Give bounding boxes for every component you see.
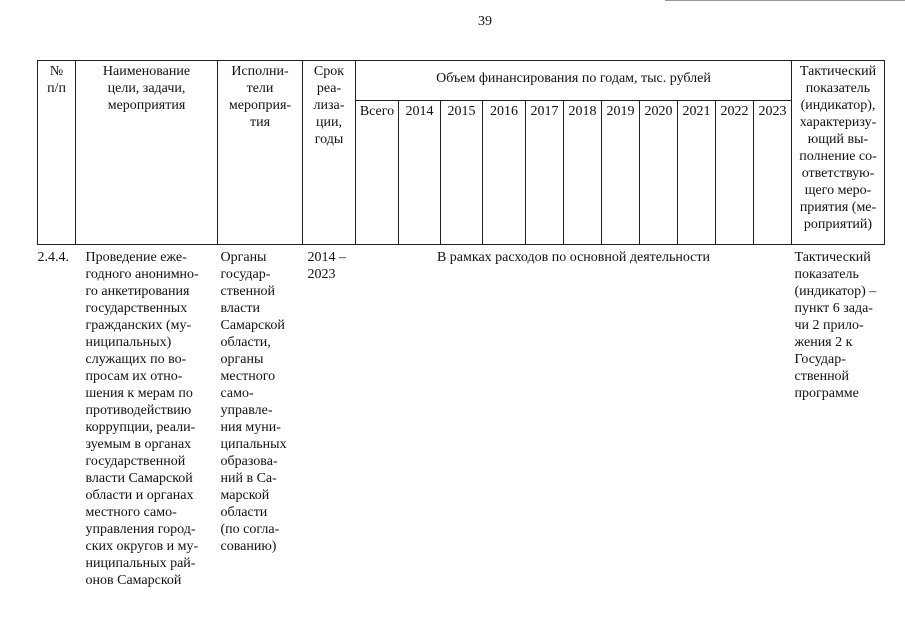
- indicator-line: показатель: [794, 267, 859, 282]
- activity-name-line: противодействию: [85, 403, 192, 418]
- executor-line: образова-: [220, 454, 278, 469]
- executor-line: области,: [220, 335, 271, 350]
- year-column-2019: 2019: [602, 101, 640, 245]
- activity-name-line: коррупции, реали-: [85, 420, 196, 435]
- executor-line: местного: [220, 369, 276, 384]
- executor-line: органы: [220, 352, 264, 367]
- activity-name-line: служащих по во-: [85, 352, 187, 367]
- header-term-line: лиза-: [313, 98, 345, 113]
- term-line: 2023: [307, 267, 336, 282]
- header-indicator-line: Тактический: [799, 64, 877, 79]
- indicator-line: чи 2 прило-: [794, 318, 864, 333]
- year-column-2018: 2018: [564, 101, 602, 245]
- activity-name-line: государственных: [85, 301, 188, 316]
- activity-name-line: го анкетирования: [85, 284, 190, 299]
- activity-name-line: зуемым в органах: [85, 437, 192, 452]
- header-indicator-line: приятия (ме-: [799, 200, 877, 215]
- row-executors: [218, 245, 303, 590]
- activity-name-line: Проведение еже-: [85, 250, 187, 265]
- activity-name-line: годного анонимно-: [85, 267, 199, 282]
- header-name-line: Наименование: [102, 64, 191, 79]
- year-column-total: Всего: [356, 101, 399, 245]
- year-column-2015: 2015: [441, 101, 483, 245]
- header-indicator-line: ответствую-: [801, 166, 875, 181]
- indicator-line: (индикатор) –: [794, 284, 877, 299]
- indicator-line: ственной: [794, 369, 850, 384]
- row-activity-name: [76, 245, 218, 590]
- header-executors-line: Исполни-: [231, 64, 289, 79]
- header-indicator-line: щего меро-: [804, 183, 872, 198]
- executor-line: марской: [220, 488, 270, 503]
- executor-line: ния муни-: [220, 420, 281, 435]
- indicator-line: Тактический: [794, 250, 871, 265]
- executor-line: государ-: [220, 267, 271, 282]
- header-name-line: мероприятия: [107, 98, 186, 113]
- header-executors-line: мероприя-: [228, 98, 292, 113]
- header-num-line: №: [49, 64, 64, 79]
- activity-name-line: ниципальных рай-: [85, 556, 196, 571]
- header-executors-line: тели: [246, 81, 274, 96]
- header-name-line: цели, задачи,: [107, 81, 186, 96]
- executor-line: области: [220, 505, 268, 520]
- indicator-line: пункт 6 зада-: [794, 301, 873, 316]
- executor-line: ственной: [220, 284, 276, 299]
- header-indicator-line: роприятий): [803, 217, 873, 232]
- activity-name-line: просам их отно-: [85, 369, 183, 384]
- header-indicator-line: показатель: [805, 81, 871, 96]
- executor-line: Органы: [220, 250, 267, 265]
- executor-line: Самарской: [220, 318, 285, 333]
- header-indicator-line: полнение со-: [799, 149, 877, 164]
- header-indicator: [792, 61, 885, 245]
- header-indicator-line: характеризу-: [799, 115, 877, 130]
- activity-name-line: ниципальных): [85, 335, 172, 350]
- row-term: [303, 245, 356, 590]
- year-column-2014: 2014: [399, 101, 441, 245]
- header-executors-line: тия: [249, 115, 271, 130]
- program-table: [37, 60, 885, 589]
- header-indicator-line: (индикатор),: [800, 98, 876, 113]
- header-term-line: Срок: [313, 64, 345, 79]
- header-term-line: ции,: [316, 115, 342, 130]
- activity-name-line: ских округов и му-: [85, 539, 199, 554]
- executor-line: власти: [220, 301, 260, 316]
- header-term-line: годы: [314, 132, 344, 147]
- header-num: [38, 61, 76, 245]
- year-column-2016: 2016: [483, 101, 526, 245]
- executor-line: управле-: [220, 403, 273, 418]
- page-number: 39: [478, 14, 492, 29]
- row-number: 2.4.4.: [37, 250, 69, 265]
- year-column-2020: 2020: [640, 101, 678, 245]
- scan-edge-line: [665, 0, 905, 3]
- executor-line: ний в Са-: [220, 471, 277, 486]
- term-line: 2014 –: [307, 250, 346, 265]
- row-indicator: [792, 245, 885, 590]
- header-indicator-line: ющий вы-: [807, 132, 869, 147]
- activity-name-line: государственной: [85, 454, 186, 469]
- activity-name-line: шения к мерам по: [85, 386, 193, 401]
- executor-line: сованию): [220, 539, 277, 554]
- activity-name-line: управления город-: [85, 522, 196, 537]
- activity-name-line: области и органах: [85, 488, 194, 503]
- row-financing-note: В рамках расходов по основной деятельности: [436, 250, 711, 265]
- executor-line: само-: [220, 386, 254, 401]
- header-financing: Объем финансирования по годам, тыс. рублей: [356, 61, 792, 101]
- indicator-line: Государ-: [794, 352, 846, 367]
- year-column-2017: 2017: [526, 101, 564, 245]
- indicator-line: программе: [794, 386, 859, 401]
- header-executors: [218, 61, 303, 245]
- executor-line: (по согла-: [220, 522, 280, 537]
- header-num-line: п/п: [47, 81, 66, 96]
- header-term-line: реа-: [316, 81, 342, 96]
- header-term: [303, 61, 356, 245]
- table-row: [38, 245, 885, 590]
- activity-name-line: онов Самарской: [85, 573, 182, 588]
- activity-name-line: власти Самарской: [85, 471, 193, 486]
- year-column-2021: 2021: [678, 101, 716, 245]
- year-column-2023: 2023: [754, 101, 792, 245]
- indicator-line: жения 2 к: [794, 335, 853, 350]
- executor-line: ципальных: [220, 437, 287, 452]
- activity-name-line: гражданских (му-: [85, 318, 192, 333]
- activity-name-line: местного само-: [85, 505, 177, 520]
- header-name: [76, 61, 218, 245]
- year-column-2022: 2022: [716, 101, 754, 245]
